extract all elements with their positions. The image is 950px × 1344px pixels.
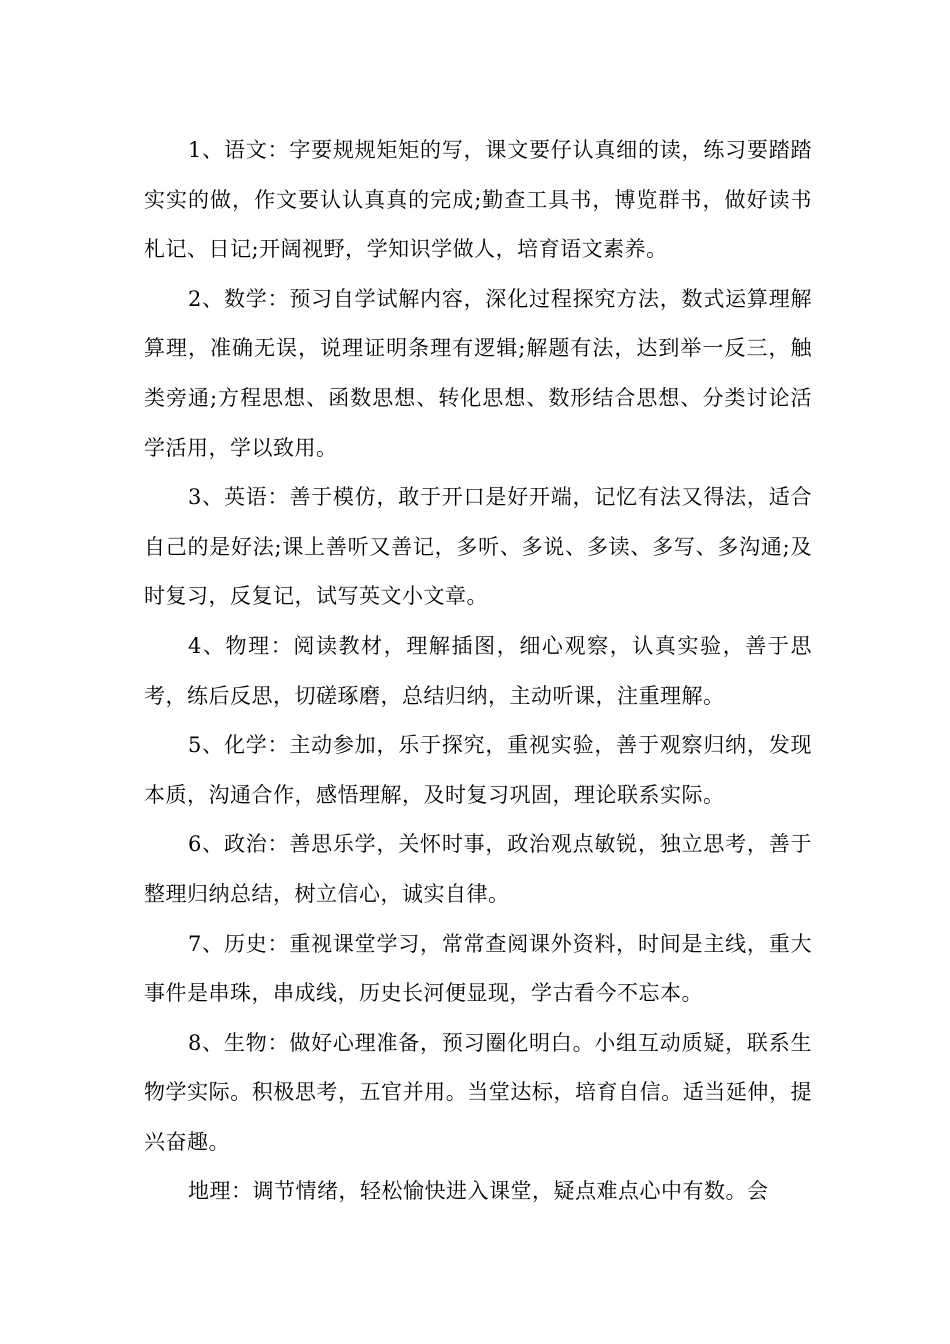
paragraph-geography: 地理：调节情绪，轻松愉快进入课堂，疑点难点心中有数。会 — [188, 1179, 769, 1204]
paragraph-chemistry: 5、化学：主动参加，乐于探究，重视实验，善于观察归纳，发现本质，沟通合作，感悟理解，及时复习巩固，理论联系实际。 — [144, 733, 812, 807]
paragraph-physics: 4、物理：阅读教材，理解插图，细心观察，认真实验，善于思考，练后反思，切磋琢磨，总结归纳，主动听课，注重理解。 — [144, 633, 812, 708]
paragraph-politics: 6、政治：善思乐学，关怀时事，政治观点敏锐，独立思考，善于整理归纳总结，树立信心，诚实自律。 — [144, 832, 812, 906]
paragraph-math: 2、数学：预习自学试解内容，深化过程探究方法，数式运算理解算理，准确无误，说理证明条理有逻辑;解题有法，达到举一反三，触类旁通;方程思想、函数思想、转化思想、数形结合思想、分类讨论活学活用，学以致用。 — [144, 286, 812, 460]
paragraph-biology: 8、生物：做好心理准备，预习圈化明白。小组互动质疑，联系生物学实际。积极思考，五官并用。当堂达标，培育自信。适当延伸，提兴奋趣。 — [144, 1030, 812, 1154]
paragraph-history: 7、历史：重视课堂学习，常常查阅课外资料，时间是主线，重大事件是串珠，串成线，历史长河便显现，学古看今不忘本。 — [144, 931, 812, 1006]
document-body — [144, 126, 812, 1217]
paragraph-chinese: 1、语文：字要规规矩矩的写，课文要仔认真细的读，练习要踏踏实实的做，作文要认认真真的完成;勤查工具书，博览群书，做好读书札记、日记;开阔视野，学知识学做人，培育语文素养。 — [144, 138, 812, 262]
paragraph-english: 3、英语：善于模仿，敢于开口是好开端，记忆有法又得法，适合自己的是好法;课上善听又善记，多听、多说、多读、多写、多沟通;及时复习，反复记，试写英文小文章。 — [144, 485, 812, 609]
